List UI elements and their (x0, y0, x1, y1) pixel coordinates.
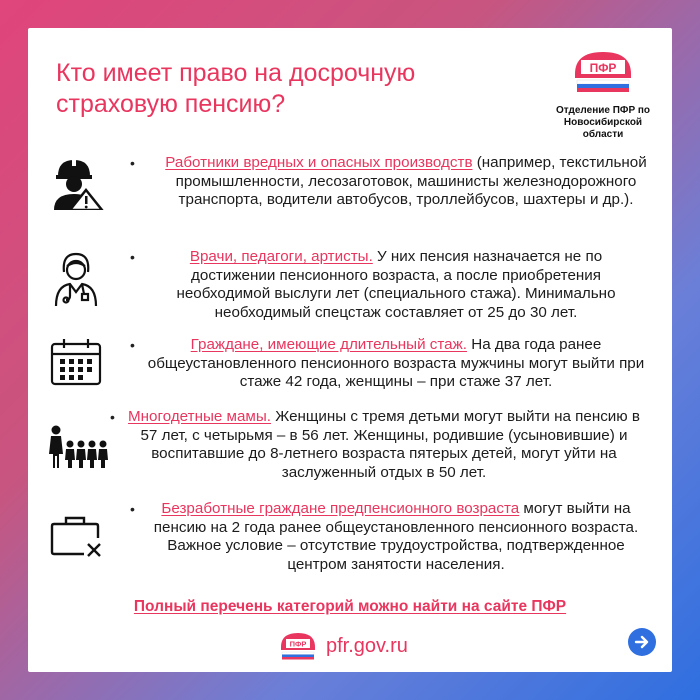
org-block (548, 48, 658, 141)
section-long-service: • Граждане, имеющие длительный стаж. На два года ранее общеустановленного пенсионного возраста мужчины могут выйти при стаже 42 года, женщины – при стаже 37 лет. (28, 332, 672, 394)
info-card (28, 28, 672, 672)
site-block[interactable] (278, 631, 408, 661)
family-icon (48, 424, 112, 470)
section-text (156, 154, 656, 210)
pfr-logo-small-icon (278, 631, 318, 661)
org-name: Отделение ПФР по Новосибирской области (555, 105, 651, 140)
section-hazardous-workers: • Работники вредных и опасных производств (например, текстильной промышленности, лесозаготовок, машинисты железнодорожного транспорта, водители автобусов, троллейбусов, шахтеры и др.). (28, 150, 672, 230)
section-doctors-teachers: • Врачи, педагоги, артисты. У них пенсия назначается не по достижении пенсионного возраста, а после приобретения необходимой выслуги лет (специального стажа). Минимально необходимый спецстаж составляет от 25 до 30 лет. (28, 244, 672, 324)
section-body: (например, текстильной промышленности, лесозаготовок, машинисты железнодорожного транспорта, водители автобусов, троллейбусов, шахтеры и др.). (175, 154, 647, 208)
section-text (146, 500, 646, 574)
section-body: Женщины с тремя детьми могут выйти на пенсию в 57 лет, с четырьмя – в 56 лет. Женщины, родившие (усыновившие) и воспитавшие до 8-летнего возраста пятерых детей, могут уйти на заслуженный отдых в 50 лет. (140, 408, 640, 481)
section-body: На два года ранее общеустановленного пенсионного возраста мужчины могут выйти при стаже 42 года, женщины – при стаже 37 лет. (147, 336, 645, 390)
section-lead: Врачи, педагоги, артисты. (189, 248, 373, 265)
section-text (124, 408, 644, 482)
section-text (146, 248, 646, 322)
section-large-family-mothers: • Многодетные мамы. Женщины с тремя детьми могут выйти на пенсию в 57 лет, с четырьмя – в 56 лет. Женщины, родившие (усыновившие) и воспитавшие до 8-летнего возраста пятерых детей, могут уйти на заслуженный отдых в 50 лет. (28, 404, 672, 484)
pfr-logo-icon (571, 48, 635, 96)
svg-text:ПФР: ПФР (589, 61, 617, 75)
full-list-link[interactable]: Полный перечень категорий можно найти на сайте ПФР (133, 598, 567, 615)
section-lead: Многодетные мамы. (128, 408, 272, 425)
site-url[interactable]: pfr.gov.ru (326, 634, 408, 657)
page-title: Кто имеет право на досрочную страховую пенсию? (56, 59, 416, 118)
next-button[interactable] (628, 628, 656, 656)
section-lead: Работники вредных и опасных производств (165, 154, 473, 171)
calendar-icon (48, 336, 104, 388)
section-text (146, 336, 646, 392)
briefcase-cross-icon (48, 514, 108, 560)
section-unemployed-prepension: • Безработные граждане предпенсионного возраста могут выйти на пенсию на 2 года ранее общеустановленного пенсионного возраста. Важное условие – отсутствие трудоустройства, подтвержденное центром занятости населения. (28, 494, 672, 594)
svg-text:ПФР: ПФР (289, 639, 307, 649)
doctor-icon (48, 248, 104, 308)
section-lead: Безработные граждане предпенсионного возраста (161, 500, 520, 517)
section-body: могут выйти на пенсию на 2 года ранее общеустановленного пенсионного возраста. Важное условие – отсутствие трудоустройства, подтвержденное центром занятости населения. (153, 500, 639, 573)
worker-hazard-icon (48, 154, 104, 210)
arrow-right-icon (634, 634, 650, 650)
section-lead: Граждане, имеющие длительный стаж. (190, 336, 468, 353)
section-body: У них пенсия назначается не по достижении пенсионного возраста, а после приобретения необходимой выслуги лет (специального стажа). Минимально необходимый спецстаж составляет от 25 до 30 лет. (176, 248, 616, 321)
